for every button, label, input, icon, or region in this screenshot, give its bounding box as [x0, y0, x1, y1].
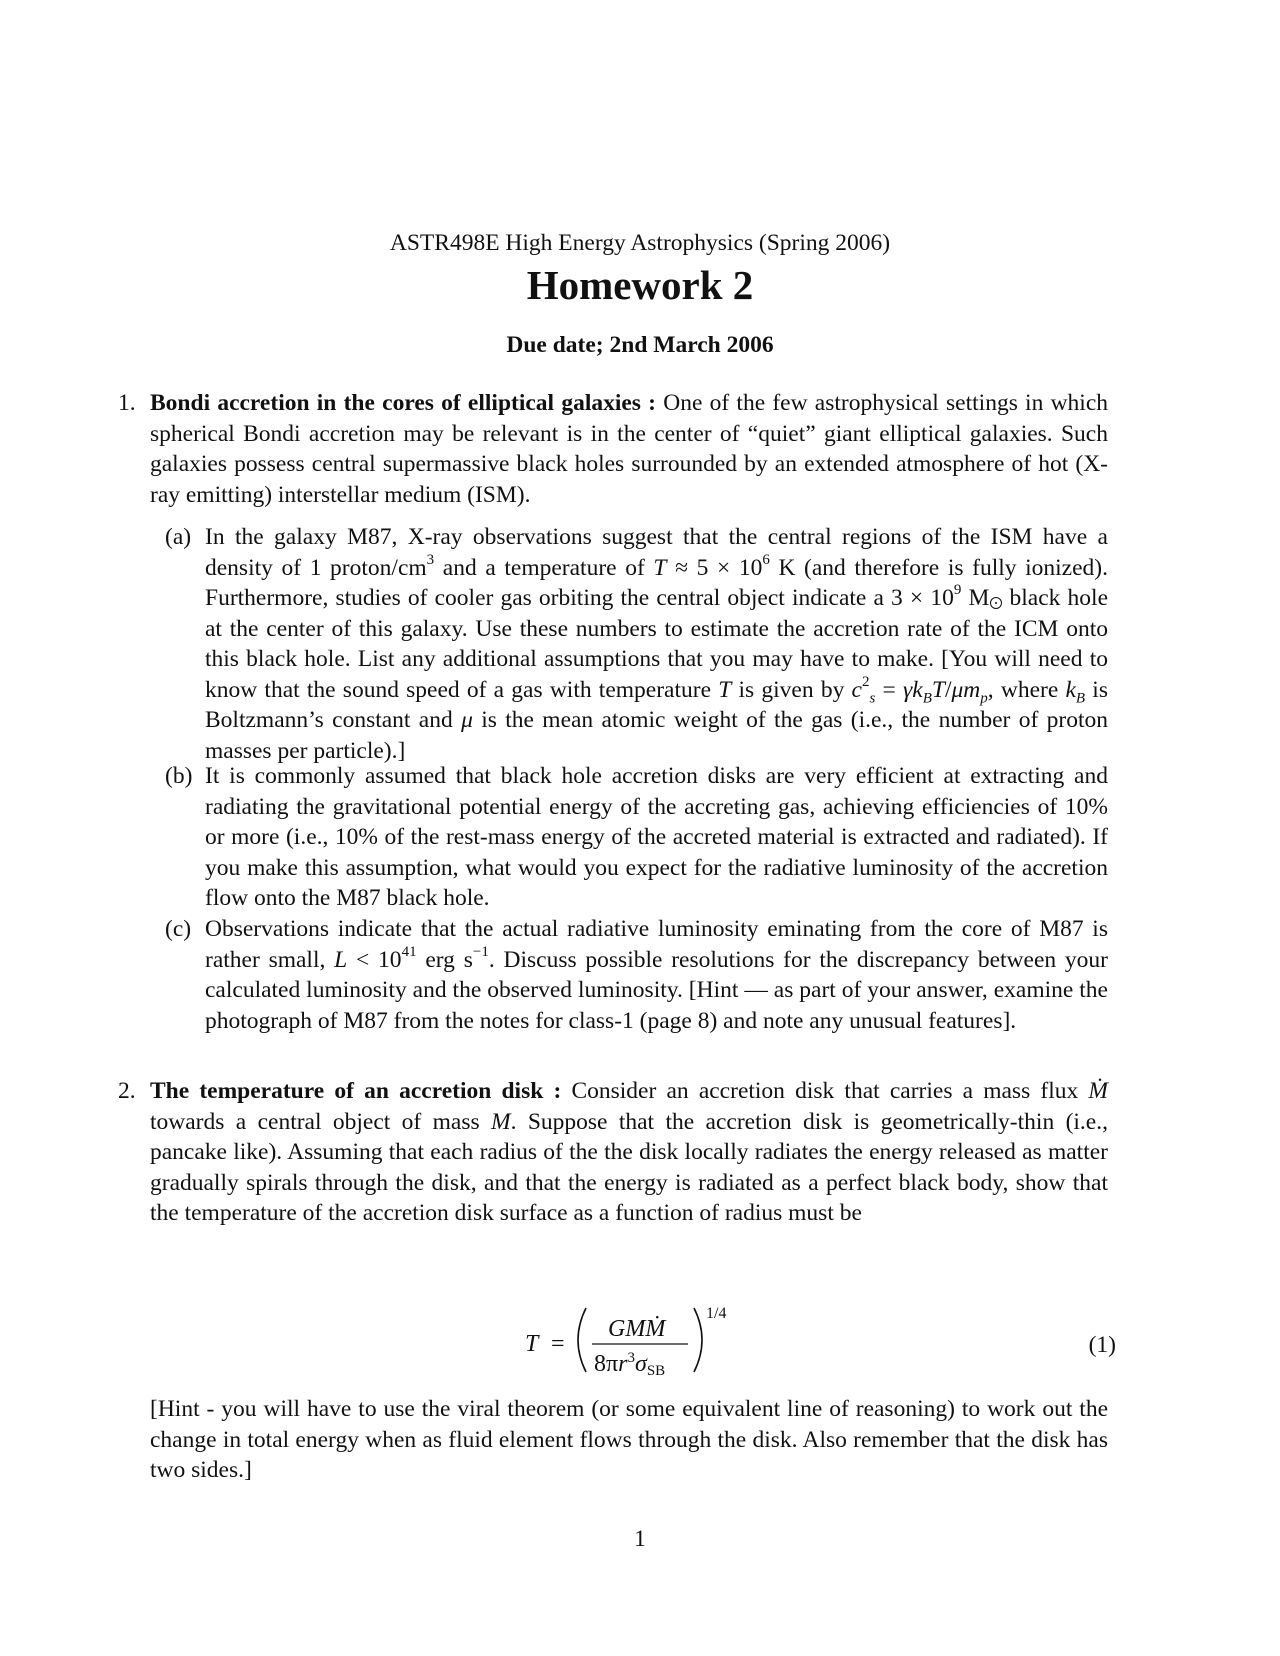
part-a-text-8: is the mean atomic weight of the gas (i.e., the number of proton masses per particle).]: [205, 707, 1108, 764]
problem-2-hint: [Hint - you will have to use the viral theorem (or some equivalent line of reasoning) to work out the change in total energy when as fluid element flows through the disk. Also remember that the disk has two sides.]: [150, 1396, 1108, 1483]
svg-text:=: =: [551, 1331, 565, 1357]
problem-2-text: The temperature of an accretion disk : Consider an accretion disk that carries a mass flux Ṁ towards a central object of mass M. Suppose that the accretion disk is geometrically-thin (i.e., pancake like). Assuming that each radius of the the disk locally radiates the energy released as matter gradually spirals through the disk, and that the energy is radiated as a perfect black body, show that the temperature of the accretion disk surface as a function of radius must be: [150, 1078, 1108, 1226]
part-b-text: It is commonly assumed that black hole accretion disks are very efficient at extracting and radiating the gravitational potential energy of the accreting gas, achieving efficiencies of 10% or more (i.e., 10% of the rest-mass energy of the accreted material is extracted and radiated). If you make this assumption, what would you expect for the radiative luminosity of the accretion flow onto the M87 black hole.: [205, 763, 1108, 911]
problem-1-intro: [150, 388, 1108, 510]
part-a-label: (a): [165, 524, 192, 550]
svg-text:1/4: 1/4: [706, 1305, 727, 1322]
equation-number: (1): [1088, 1332, 1116, 1358]
problem-2-text-3: . Suppose that the accretion disk is geometrically-thin (i.e., pancake like). Assuming that each radius of the the disk locally radiates the energy released as matter gradually spirals through the disk, and that the energy is radiated as a perfect black body, show that the temperature of the accretion disk surface as a function of radius must be: [150, 1108, 1108, 1226]
problem-1-heading: Bondi accretion in the cores of elliptical galaxies :: [150, 390, 656, 416]
problem-2-number: 2.: [118, 1078, 136, 1104]
course-title: ASTR498E High Energy Astrophysics (Spring 2006): [389, 230, 891, 256]
page-number: 1: [634, 1526, 646, 1552]
problem-1-intro-text: One of the few astrophysical settings in which spherical Bondi accretion may be relevant is in the center of “quiet” giant elliptical galaxies. Such galaxies possess central supermassive black holes surrounded by an extended atmosphere of hot (X-ray emitting) interstellar medium (ISM).: [150, 390, 1108, 508]
problem-2-text-1: Consider an accretion disk that carries a mass flux: [571, 1078, 1089, 1104]
part-a-text-6: , where: [987, 676, 1066, 703]
page-title: Homework 2: [526, 262, 754, 308]
svg-text:T: T: [525, 1331, 539, 1357]
part-a-text-7: is Boltzmann’s constant and: [205, 676, 1108, 733]
part-c-text-2: . Discuss possible resolutions for the discrepancy between your calculated luminosity and the observed luminosity. [Hint — as part of your answer, examine the photograph of M87 from the notes for class-1 (page 8) and note any unusual features].: [205, 946, 1108, 1034]
part-b-label: (b): [165, 763, 193, 789]
problem-2-heading: The temperature of an accretion disk :: [150, 1078, 562, 1104]
part-a-text-2: and a temperature of: [434, 554, 654, 581]
svg-text:8πr3σSB: $8\pi r^3\sigma SB$: [594, 1350, 666, 1379]
svg-text:GMṀ: GMṀ: [608, 1316, 666, 1342]
due-date: Due date; 2nd March 2006: [506, 332, 774, 358]
part-a-text: In the galaxy M87, X-ray observations suggest that the central regions of the ISM have a density of 1 proton/$cm^3$ and a temperature of $T \approx 5 \times 10^6$ K (and therefore is fully ionized). Furthermore, studies of cooler gas orbiting the central object indicate a $3 \times 10^9$ M black hole at the center of this galaxy. Use these numbers to estimate the accretion rate of the ICM onto this black hole. List any additional assumptions that you may have to make. [You will need to know that the sound speed of a gas with temperature T is given by $c^2_s = \gamma k_BT/\mu m_p$, where $k_B$ is Boltzmann’s constant and μ is the mean atomic weight of the gas (i.e., the number of proton masses per particle).]: [205, 524, 1109, 764]
solar-mass-symbol: [990, 597, 1002, 609]
part-c-text-1: Observations indicate that the actual radiative luminosity eminating from the core of M87 is rather small,: [205, 916, 1108, 973]
part-c-text: Observations indicate that the actual radiative luminosity eminating from the core of M87 is rather small, $L < 10^{41}$ erg $s^{-1}$. Discuss possible resolutions for the discrepancy between your calculated luminosity and the observed luminosity. [Hint — as part of your answer, examine the photograph of M87 from the notes for class-1 (page 8) and note any unusual features].: [205, 916, 1108, 1034]
part-a-text-5: is given by: [731, 676, 852, 703]
part-a-text-4: black hole at the center of this galaxy. Use these numbers to estimate the accretion rate of the ICM onto this black hole. List any additional assumptions that you may have to make. [You will need to know that the sound speed of a gas with temperature: [205, 585, 1109, 703]
part-a-text-3: (and therefore is fully ionized). Furthermore, studies of cooler gas orbiting the central object indicate a 3 × 10: [205, 554, 1108, 611]
part-a-text-1: In the galaxy M87, X-ray observations suggest that the central regions of the ISM have a density of 1 proton/cm: [205, 524, 1108, 581]
part-c-label: (c): [165, 916, 192, 942]
problem-1-number: 1.: [118, 390, 136, 416]
problem-2-text-2: towards a central object of mass: [150, 1108, 491, 1135]
